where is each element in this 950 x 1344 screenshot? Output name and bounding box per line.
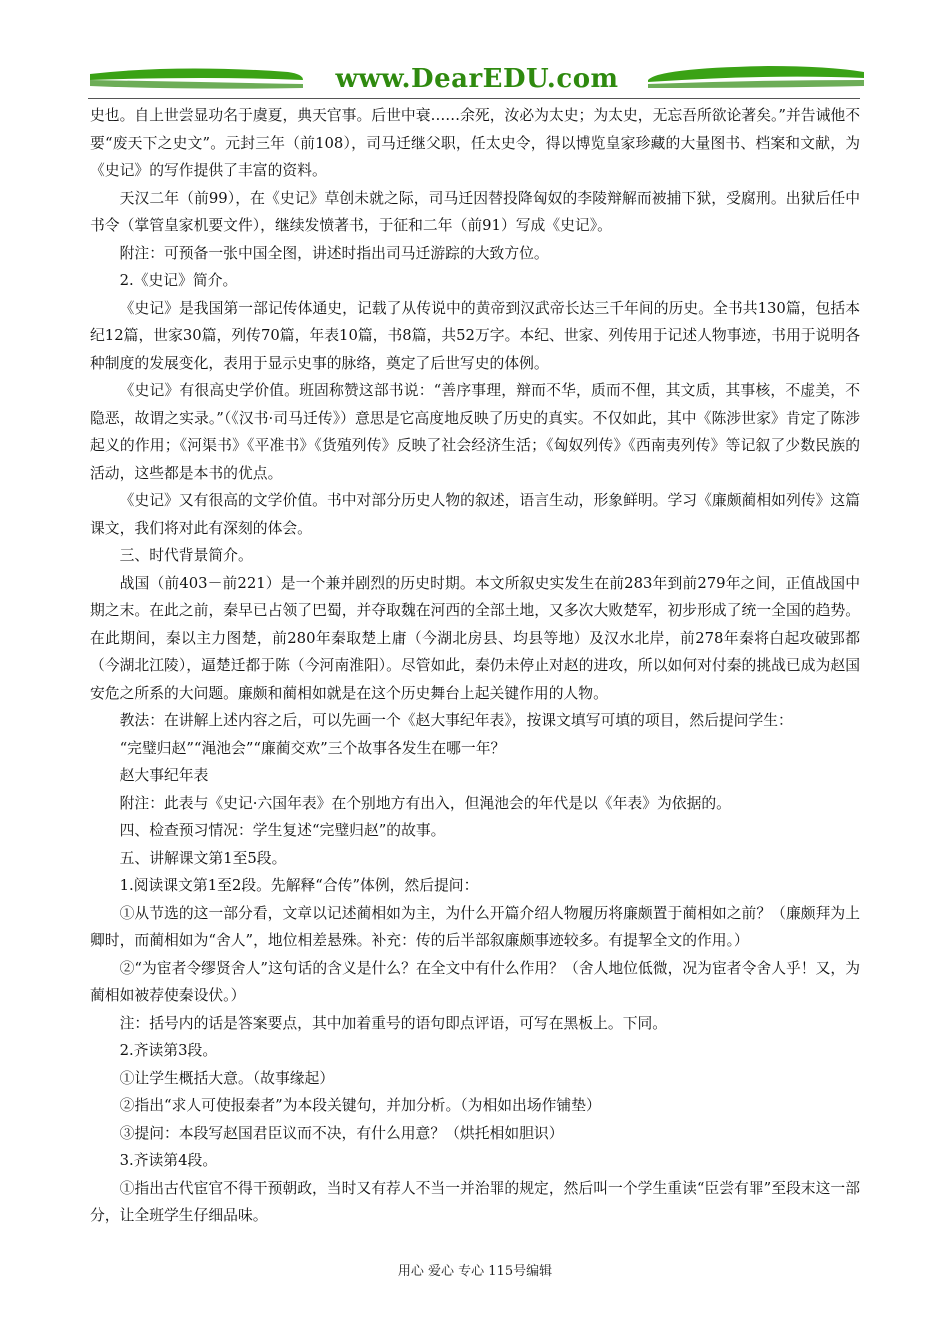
paragraph: 3.齐读第4段。 xyxy=(119,1152,218,1169)
paragraph: 1.阅读课文第1至2段。先解释“合传”体例，然后提问： xyxy=(119,877,479,894)
paragraph: 2.齐读第3段。 xyxy=(119,1042,218,1059)
document-body xyxy=(90,102,860,1230)
page-footer: 用心 爱心 专心 115号编辑 xyxy=(397,1264,553,1279)
paragraph: ③提问：本段写赵国君臣议而不决，有什么用意？（烘托相如胆识） xyxy=(119,1124,564,1142)
paragraph: 《史记》有很高史学价值。班固称赞这部书说：“善序事理，辩而不华，质而不俚，其文质，其事核，不虚美，不隐恶，故谓之实录。”（《汉书·司马迁传》）意思是它高度地反映了历史的真实。不仅如此，其中《陈涉世家》肯定了陈涉起义的作用；《河渠书》《平准书》《货殖列传》反映了社会经济生活；《匈奴列传》《西南夷列传》等记叙了少数民族的活动，这些都是本书的优点。 xyxy=(90,382,860,482)
header-divider xyxy=(88,98,860,99)
paragraph: 《史记》又有很高的文学价值。书中对部分历史人物的叙述，语言生动，形象鲜明。学习《廉颇蔺相如列传》这篇课文，我们将对此有深刻的体会。 xyxy=(90,492,860,537)
paragraph: 附注：可预备一张中国全图，讲述时指出司马迁游踪的大致方位。 xyxy=(119,244,549,262)
paragraph: 四、检查预习情况：学生复述“完璧归赵”的故事。 xyxy=(119,822,446,839)
paragraph: ②指出“求人可使报秦者”为本段关键句，并加分析。（为相如出场作铺垫） xyxy=(119,1097,601,1114)
paragraph: 赵大事纪年表 xyxy=(119,767,209,784)
paragraph: 2.《史记》简介。 xyxy=(119,272,238,289)
site-logo-text: www.DearEDU.com xyxy=(335,64,619,94)
paragraph: 附注：此表与《史记·六国年表》在个别地方有出入，但渑池会的年代是以《年表》为依据的。 xyxy=(119,794,731,812)
paragraph: 史也。自上世尝显功名于虞夏，典天官事。后世中衰……余死，汝必为太史；为太史，无忘吾所欲论著矣。”并告诫他不要“废天下之史文”。元封三年（前108），司马迁继父职，任太史令，得以博览皇家珍藏的大量图书、档案和文献，为《史记》的写作提供了丰富的资料。 xyxy=(90,107,860,179)
paragraph: 五、讲解课文第1至5段。 xyxy=(119,849,287,867)
paragraph: 《史记》是我国第一部记传体通史，记载了从传说中的黄帝到汉武帝长达三千年间的历史。全书共130篇，包括本纪12篇，世家30篇，列传70篇，年表10篇，书8篇，共52万字。本纪、世家、列传用于记述人物事迹，书用于说明各种制度的发展变化，表用于显示史事的脉络，奠定了后世写史的体例。 xyxy=(90,299,860,372)
paragraph: 战国（前403－前221）是一个兼并剧烈的历史时期。本文所叙史实发生在前283年到前279年之间，正值战国中期之末。在此之前，秦早已占领了巴蜀，并夺取魏在河西的全部土地，又多次大败楚军，初步形成了统一全国的趋势。在此期间，秦以主力图楚，前280年秦取楚上庸（今湖北房县、均县等地）及汉水北岸，前278年秦将白起攻破郢都（今湖北江陵），逼楚迁都于陈（今河南淮阳）。尽管如此，秦仍未停止对赵的进攻，所以如何对付秦的挑战已成为赵国安危之所系的大问题。廉颇和蔺相如就是在这个历史舞台上起关键作用的人物。 xyxy=(90,574,860,702)
paragraph: ①指出古代宦官不得干预朝政，当时又有荐人不当一并治罪的规定，然后叫一个学生重读“臣尝有罪”至段末这一部分，让全班学生仔细品味。 xyxy=(90,1179,860,1224)
paragraph: ①从节选的这一部分看，文章以记述蔺相如为主，为什么开篇介绍人物履历将廉颇置于蔺相如之前？（廉颇拜为上卿时，而蔺相如为“舍人”，地位相差悬殊。补充：传的后半部叙廉颇事迹较多。有提挈全文的作用。） xyxy=(90,904,860,949)
paragraph: ①让学生概括大意。（故事缘起） xyxy=(119,1069,335,1087)
paragraph: ②“为宦者令缪贤舍人”这句话的含义是什么？在全文中有什么作用？（舍人地位低微，况为宦者令舍人乎！又，为蔺相如被荐使秦设伏。） xyxy=(90,959,860,1004)
paragraph: “完璧归赵”“渑池会”“廉蔺交欢”三个故事各发生在哪一年？ xyxy=(119,739,506,757)
paragraph: 三、时代背景简介。 xyxy=(119,547,253,564)
paragraph: 注：括号内的话是答案要点，其中加着重号的语句即点评语，可写在黑板上。下同。 xyxy=(119,1014,668,1032)
paragraph: 教法：在讲解上述内容之后，可以先画一个《赵大事纪年表》，按课文填写可填的项目，然后提问学生： xyxy=(119,712,793,729)
paragraph: 天汉二年（前99），在《史记》草创未就之际，司马迁因替投降匈奴的李陵辩解而被捕下狱，受腐刑。出狱后任中书令（掌管皇家机要文件），继续发愤著书，于征和二年（前91）写成《史记》。 xyxy=(90,189,860,234)
site-header xyxy=(88,60,866,100)
